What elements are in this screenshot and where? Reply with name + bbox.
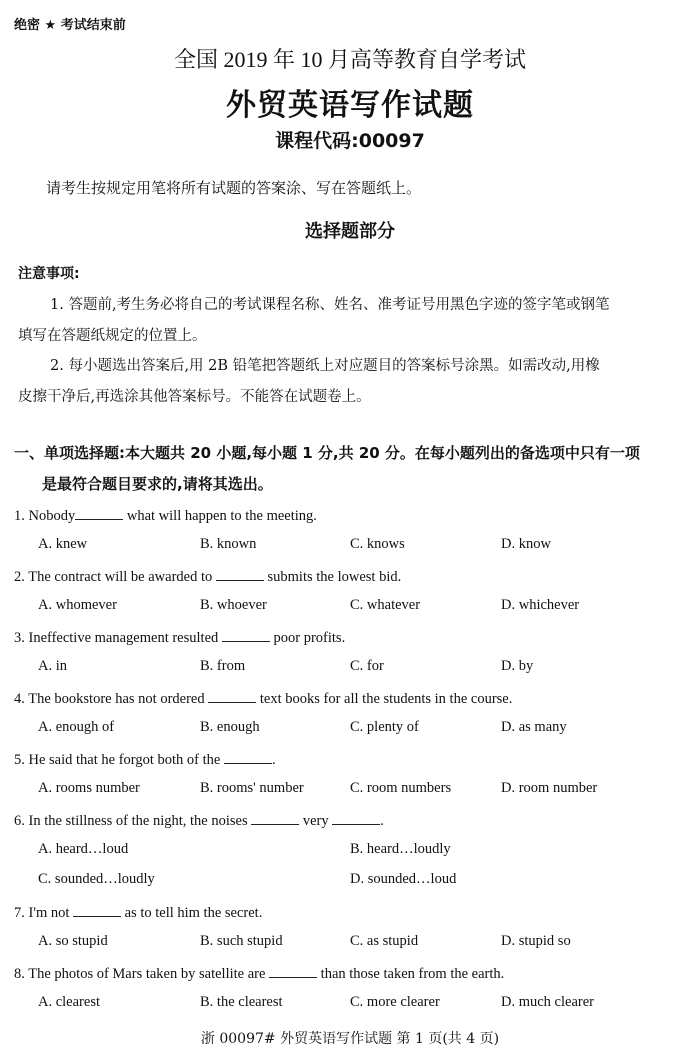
answer-blank	[332, 810, 380, 825]
q6-option-d: D. sounded…loud	[350, 871, 457, 887]
q1-option-c: C. knows	[350, 536, 405, 552]
answer-blank	[216, 566, 264, 581]
answer-blank	[251, 810, 299, 825]
q6-option-b: B. heard…loudly	[350, 841, 451, 857]
instruction-text: 请考生按规定用笔将所有试题的答案涂、写在答题纸上。	[46, 179, 422, 197]
part1-heading-line-2: 是最符合题目要求的,请将其选出。	[42, 475, 273, 493]
note-2-line-1: 2. 每小题选出答案后,用 2B 铅笔把答题纸上对应题目的答案标号涂黑。如需改动,用橡	[50, 358, 600, 374]
q1-option-a: A. knew	[38, 536, 88, 552]
q5-option-b: B. rooms' number	[200, 780, 304, 796]
q4-option-b: B. enough	[200, 719, 260, 735]
question-6: 6. In the stillness of the night, the noises very .	[14, 810, 384, 830]
q3-option-d: D. by	[501, 658, 534, 674]
question-1: 1. Nobody what will happen to the meeting.	[14, 505, 317, 525]
q3-option-a: A. in	[38, 658, 67, 674]
q8-option-d: D. much clearer	[501, 994, 594, 1010]
q7-option-b: B. such stupid	[200, 933, 283, 949]
q7-option-c: C. as stupid	[350, 933, 419, 949]
question-2: 2. The contract will be awarded to submits the lowest bid.	[14, 566, 401, 586]
q8-option-b: B. the clearest	[200, 994, 283, 1010]
note-2-line-2: 皮擦干净后,再选涂其他答案标号。不能答在试题卷上。	[18, 389, 371, 405]
q5-option-c: C. room numbers	[350, 780, 452, 796]
q2-option-c: C. whatever	[350, 597, 421, 613]
q2-option-b: B. whoever	[200, 597, 267, 613]
q5-option-d: D. room number	[501, 780, 598, 796]
answer-blank	[222, 627, 270, 642]
q7-option-a: A. so stupid	[38, 933, 108, 949]
section-title: 选择题部分	[305, 221, 395, 242]
q2-option-a: A. whomever	[38, 597, 117, 613]
q2-option-d: D. whichever	[501, 597, 580, 613]
q6-option-c: C. sounded…loudly	[38, 871, 155, 887]
answer-blank	[73, 902, 121, 917]
answer-blank	[208, 688, 256, 703]
q4-option-c: C. plenty of	[350, 719, 419, 735]
answer-blank	[75, 505, 123, 520]
course-code: 课程代码:00097	[275, 130, 425, 152]
part1-heading-line-1: 一、单项选择题:本大题共 20 小题,每小题 1 分,共 20 分。在每小题列出的备选项中只有一项	[14, 444, 640, 462]
question-5: 5. He said that he forgot both of the .	[14, 749, 276, 769]
question-4: 4. The bookstore has not ordered text books for all the students in the course.	[14, 688, 512, 708]
q5-option-a: A. rooms number	[38, 780, 140, 796]
secret-label: 绝密 ★ 考试结束前	[14, 18, 126, 33]
q4-option-a: A. enough of	[38, 719, 115, 735]
subject-title: 外贸英语写作试题	[226, 88, 474, 123]
page-footer: 浙 00097# 外贸英语写作试题 第 1 页(共 4 页)	[200, 1031, 500, 1047]
answer-blank	[224, 749, 272, 764]
exam-title: 全国 2019 年 10 月高等教育自学考试	[173, 47, 526, 72]
note-1-line-1: 1. 答题前,考生务必将自己的考试课程名称、姓名、准考证号用黑色字迹的签字笔或钢笔	[50, 297, 610, 313]
q8-option-a: A. clearest	[38, 994, 100, 1010]
answer-blank	[269, 963, 317, 978]
q6-option-a: A. heard…loud	[38, 841, 129, 857]
q3-option-b: B. from	[200, 658, 246, 674]
note-1-line-2: 填写在答题纸规定的位置上。	[18, 328, 207, 344]
question-3: 3. Ineffective management resulted poor profits.	[14, 627, 345, 647]
q7-option-d: D. stupid so	[501, 933, 571, 949]
q4-option-d: D. as many	[501, 719, 567, 735]
q8-option-c: C. more clearer	[350, 994, 440, 1010]
question-7: 7. I'm not as to tell him the secret.	[14, 902, 262, 922]
q3-option-c: C. for	[350, 658, 384, 674]
q1-option-b: B. known	[200, 536, 257, 552]
question-8: 8. The photos of Mars taken by satellite are than those taken from the earth.	[14, 963, 504, 983]
q1-option-d: D. know	[501, 536, 551, 552]
notes-title: 注意事项:	[18, 266, 80, 282]
